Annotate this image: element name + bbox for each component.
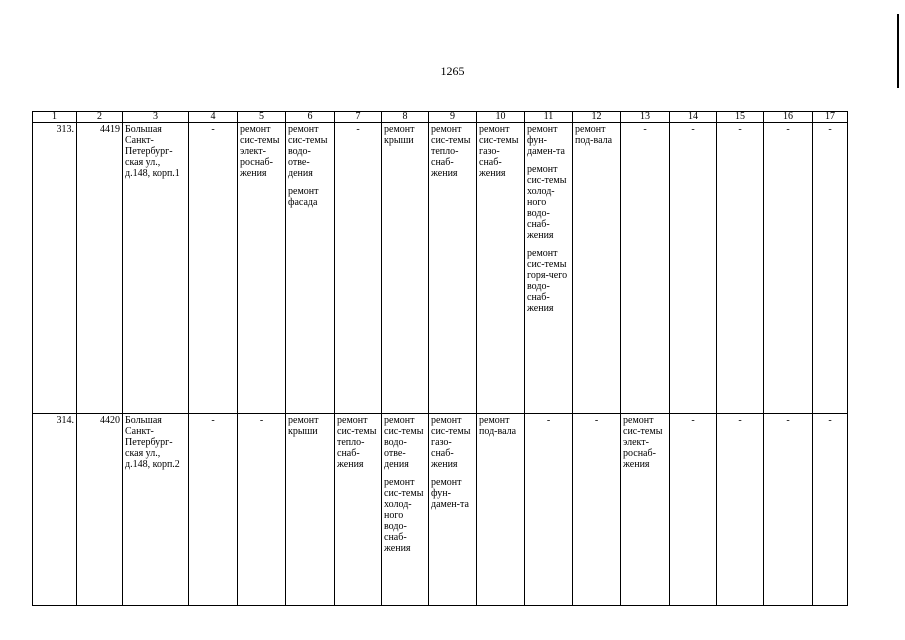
col-header: 2 xyxy=(77,112,123,123)
cell-c15: - xyxy=(717,123,764,414)
building-code: 4420 xyxy=(77,414,123,606)
work-item: ремонт сис-темы водо-отве-дения xyxy=(384,415,424,470)
cell-c16: - xyxy=(764,123,813,414)
col-header: 9 xyxy=(429,112,477,123)
cell-c9 xyxy=(429,414,477,606)
margin-rule xyxy=(897,14,899,88)
work-item: ремонт сис-темы горя-чего водо-снаб-жения xyxy=(527,248,568,314)
cell-c17: - xyxy=(813,123,848,414)
col-header: 1 xyxy=(33,112,77,123)
cell-c5: ремонт сис-темы элект-роснаб-жения xyxy=(238,123,286,414)
cell-c6: ремонт крыши xyxy=(286,414,335,606)
cell-c5: - xyxy=(238,414,286,606)
work-item: ремонт сис-темы газо-снаб-жения xyxy=(431,415,471,470)
cell-c10: ремонт под-вала xyxy=(477,414,525,606)
col-header: 8 xyxy=(382,112,429,123)
cell-c7: - xyxy=(335,123,382,414)
col-header: 10 xyxy=(477,112,525,123)
cell-c10: ремонт сис-темы газо-снаб-жения xyxy=(477,123,525,414)
address-cell: Большая Санкт-Петербург-ская ул., д.148, корп.2 xyxy=(123,414,189,606)
col-header: 13 xyxy=(621,112,670,123)
cell-c14: - xyxy=(670,414,717,606)
building-code: 4419 xyxy=(77,123,123,414)
row-number: 313. xyxy=(33,123,77,414)
col-header: 6 xyxy=(286,112,335,123)
cell-c4: - xyxy=(189,123,238,414)
cell-c12: ремонт под-вала xyxy=(573,123,621,414)
col-header: 14 xyxy=(670,112,717,123)
cell-c9: ремонт сис-темы тепло-снаб-жения xyxy=(429,123,477,414)
column-number-row xyxy=(33,112,848,123)
address-cell: Большая Санкт-Петербург-ская ул., д.148, корп.1 xyxy=(123,123,189,414)
row-number: 314. xyxy=(33,414,77,606)
cell-c13: ремонт сис-темы элект-роснаб-жения xyxy=(621,414,670,606)
col-header: 17 xyxy=(813,112,848,123)
cell-c8: ремонт крыши xyxy=(382,123,429,414)
col-header: 12 xyxy=(573,112,621,123)
cell-c13: - xyxy=(621,123,670,414)
table-row xyxy=(33,414,848,606)
cell-c7: ремонт сис-темы тепло-снаб-жения xyxy=(335,414,382,606)
work-item: ремонт сис-темы холод-ного водо-снаб-жения xyxy=(527,164,567,241)
work-item: ремонт фун-дамен-та xyxy=(527,124,565,157)
col-header: 5 xyxy=(238,112,286,123)
repair-schedule-table xyxy=(32,111,848,606)
col-header: 3 xyxy=(123,112,189,123)
col-header: 15 xyxy=(717,112,764,123)
page-number: 1265 xyxy=(440,64,465,78)
cell-c16: - xyxy=(764,414,813,606)
cell-c17: - xyxy=(813,414,848,606)
col-header: 16 xyxy=(764,112,813,123)
work-item: ремонт фун-дамен-та xyxy=(431,477,469,510)
work-item: ремонт сис-темы водо-отве-дения xyxy=(288,124,328,179)
col-header: 4 xyxy=(189,112,238,123)
cell-c12: - xyxy=(573,414,621,606)
work-item: ремонт фасада xyxy=(288,186,319,208)
cell-c6 xyxy=(286,123,335,414)
cell-c15: - xyxy=(717,414,764,606)
cell-c11 xyxy=(525,123,573,414)
cell-c4: - xyxy=(189,414,238,606)
cell-c14: - xyxy=(670,123,717,414)
work-item: ремонт сис-темы холод-ного водо-снаб-жения xyxy=(384,477,424,554)
cell-c11: - xyxy=(525,414,573,606)
col-header: 11 xyxy=(525,112,573,123)
col-header: 7 xyxy=(335,112,382,123)
table-row xyxy=(33,123,848,414)
cell-c8 xyxy=(382,414,429,606)
